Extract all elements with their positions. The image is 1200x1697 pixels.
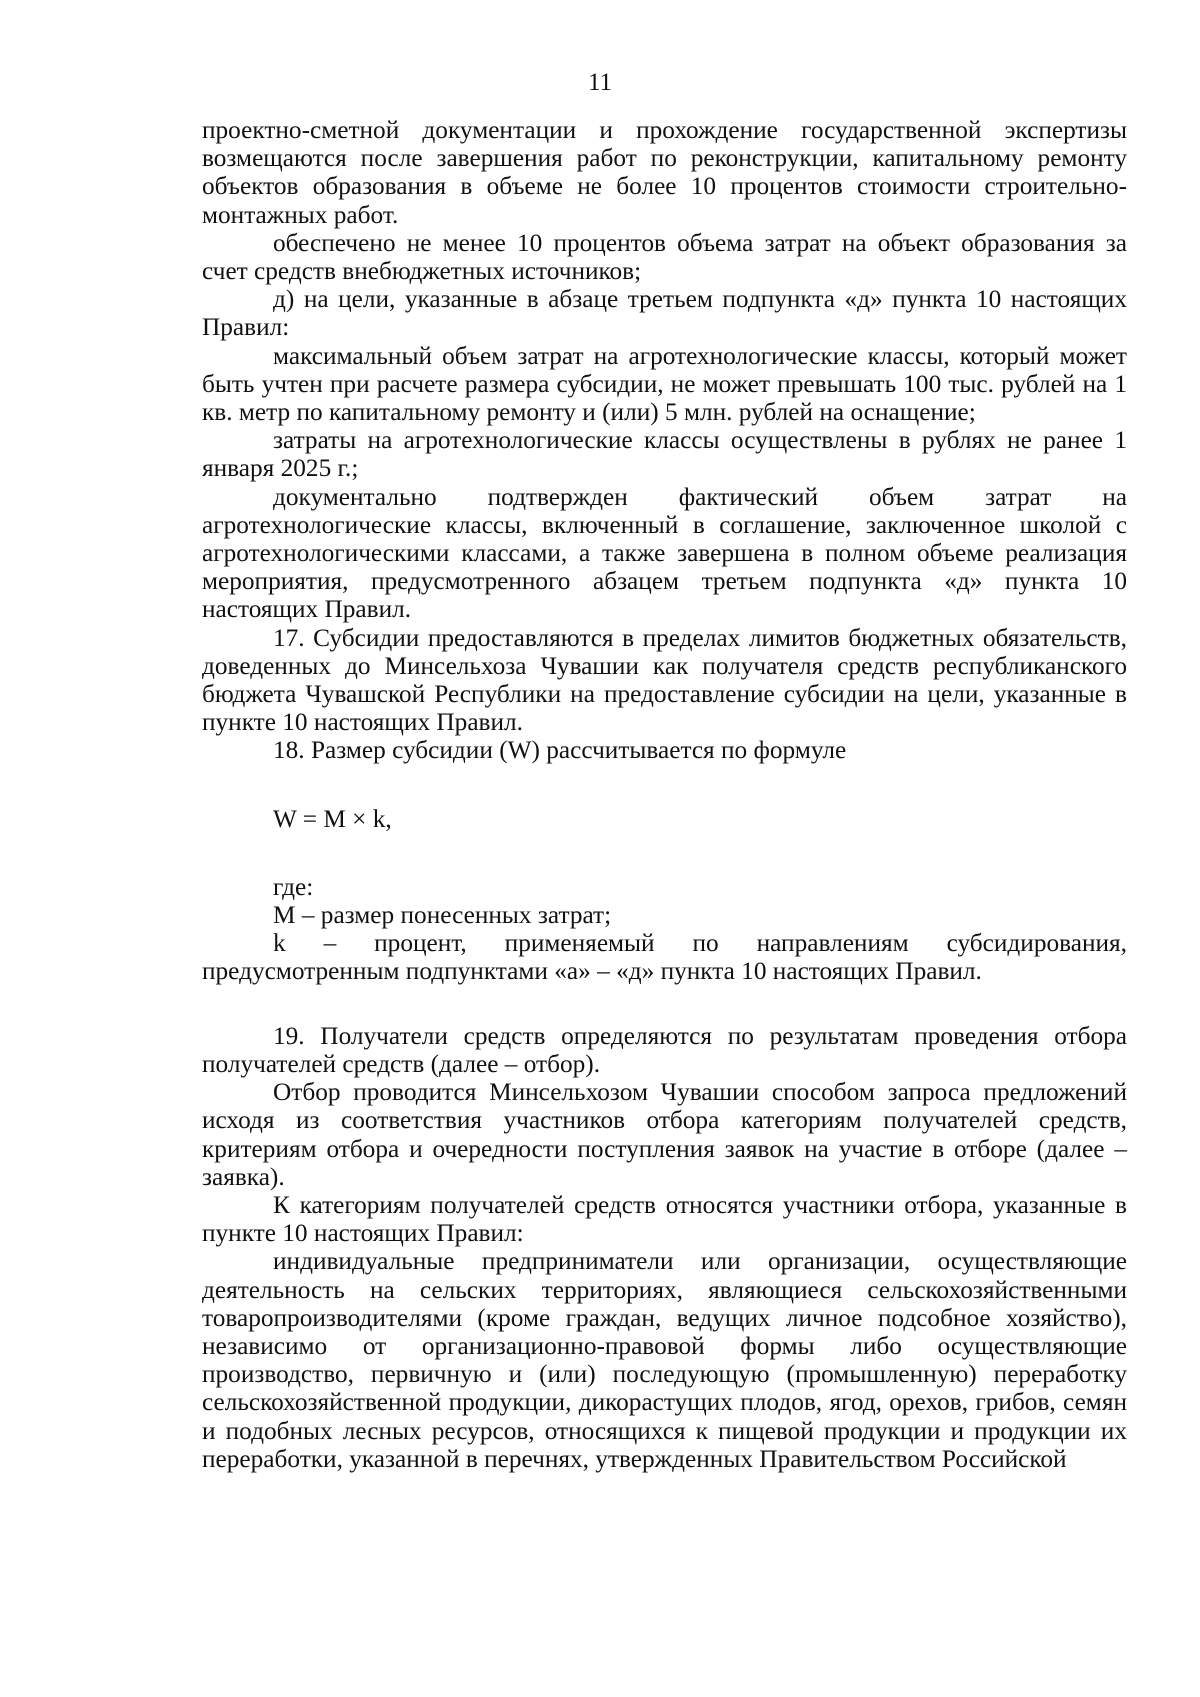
paragraph: документально подтвержден фактический объем затрат на агротехнологические классы, включенный в соглашение, заключенное школой с агротехнологическими классами, а также завершена в полном объеме реализация мероприятия, предусмотренного абзацем третьем подпункта «д» пункта 10 настоящих Правил. bbox=[202, 482, 1127, 624]
document-body bbox=[202, 116, 1127, 1473]
paragraph: д) на цели, указанные в абзаце третьем подпункта «д» пункта 10 настоящих Правил: bbox=[202, 285, 1127, 342]
paragraph: максимальный объем затрат на агротехнологические классы, который может быть учтен при расчете размера субсидии, не может превышать 100 тыс. рублей на 1 кв. метр по капитальному ремонту и (или) 5 млн. рублей на оснащение; bbox=[202, 341, 1127, 427]
paragraph: проектно-сметной документации и прохождение государственной экспертизы возмещаются после завершения работ по реконструкции, капитальному ремонту объектов образования в объеме не более 10 процентов стоимости строительно-монтажных работ. bbox=[202, 116, 1127, 229]
paragraph: обеспечено не менее 10 процентов объема затрат на объект образования за счет средств внебюджетных источников; bbox=[202, 228, 1127, 286]
paragraph: где: bbox=[273, 872, 314, 901]
paragraph: 19. Получатели средств определяются по результатам проведения отбора получателей средств (далее – отбор). bbox=[202, 1021, 1127, 1078]
paragraph: M – размер понесенных затрат; bbox=[273, 901, 612, 930]
paragraph: К категориям получателей средств относятся участники отбора, указанные в пункте 10 настоящих Правил: bbox=[202, 1190, 1127, 1248]
paragraph: индивидуальные предприниматели или организации, осуществляющие деятельность на сельских территориях, являющиеся сельскохозяйственными товаропроизводителями (кроме граждан, ведущих личное подсобное хозяйство), независимо от организационно-правовой формы либо осуществляющие производство, первичную и (или) последующую (промышленную) переработку сельскохозяйственной продукции, дикорастущих плодов, ягод, орехов, грибов, семян и подобных лесных ресурсов, относящихся к пищевой продукции и продукции их переработки, указанной в перечнях, утвержденных Правительством Российской bbox=[202, 1247, 1127, 1473]
paragraph: 18. Размер субсидии (W) рассчитывается по формуле bbox=[273, 736, 847, 765]
paragraph: 17. Субсидии предоставляются в пределах лимитов бюджетных обязательств, доведенных до Минсельхоза Чувашии как получателя средств республиканского бюджета Чувашской Республики на предоставление субсидии на цели, указанные в пункте 10 настоящих Правил. bbox=[202, 623, 1127, 737]
page-number: 11 bbox=[587, 69, 613, 96]
paragraph: Отбор проводится Минсельхозом Чувашии способом запроса предложений исходя из соответствия участников отбора категориям получателей средств, критериям отбора и очередности поступления заявок на участие в отборе (далее – заявка). bbox=[202, 1078, 1127, 1191]
subsidy-formula: W = M × k, bbox=[273, 804, 392, 833]
paragraph: затраты на агротехнологические классы осуществлены в рублях не ранее 1 января 2025 г.; bbox=[202, 426, 1127, 483]
paragraph: k – процент, применяемый по направлениям субсидирования, предусмотренным подпунктами «а» – «д» пункта 10 настоящих Правил. bbox=[202, 929, 1127, 986]
